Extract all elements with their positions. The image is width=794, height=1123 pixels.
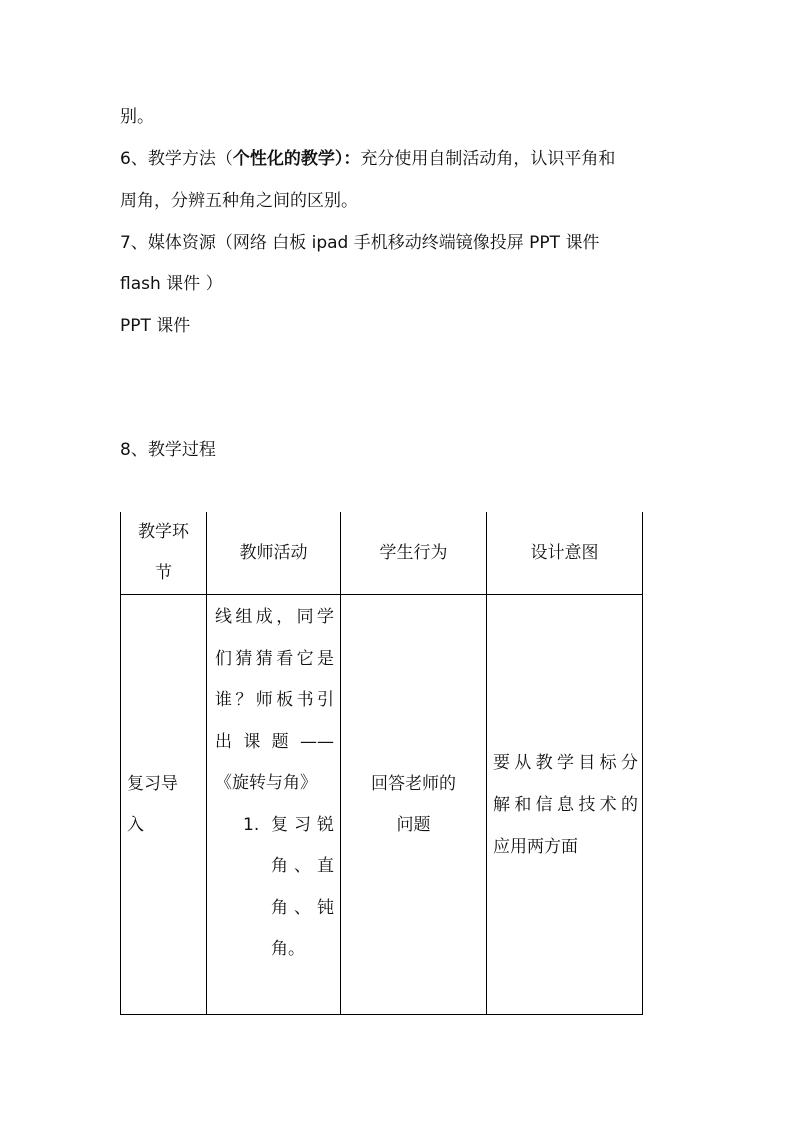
- review-list-item: [243, 805, 334, 971]
- teaching-method-text: 充分使用自制活动角，认识平角和: [360, 149, 616, 169]
- header-stage-line1: 教学环: [138, 522, 189, 542]
- header-design: 设计意图: [487, 512, 643, 595]
- stage-line2: 入: [127, 814, 144, 835]
- teaching-process-table: [120, 512, 643, 1015]
- teacher-line: 谁？师板书引: [215, 690, 334, 710]
- design-line: 要从教学目标分: [493, 752, 638, 773]
- text-line-6: PPT 课件: [120, 316, 191, 336]
- student-line1: 回答老师的: [371, 773, 456, 794]
- teacher-line: 们猜猜看它是: [215, 648, 334, 669]
- list-number: 1.: [243, 814, 260, 835]
- cell-stage: [121, 595, 207, 1015]
- text-line-media-resources: 7、媒体资源（网络 白板 ipad 手机移动终端镜像投屏 PPT 课件: [120, 233, 600, 253]
- header-student: 学生行为: [341, 512, 487, 595]
- header-teacher: 教师活动: [207, 512, 341, 595]
- section-title-teaching-process: 8、教学过程: [120, 440, 216, 460]
- list-line: 角。: [271, 939, 305, 959]
- list-line: 角 、 直: [271, 856, 334, 876]
- teacher-line: 线组成，同学: [215, 607, 334, 627]
- teaching-method-bold: 个性化的教学）：: [232, 149, 361, 169]
- header-stage-line2: 节: [155, 563, 172, 583]
- table-row: [121, 595, 643, 1015]
- student-line2: 问题: [396, 814, 431, 835]
- cell-teacher-activity: [207, 595, 341, 1015]
- teacher-line: 出 课 题 ——: [215, 731, 334, 752]
- stage-line1: 复习导: [127, 773, 178, 794]
- text-line-teaching-method: [120, 148, 615, 170]
- list-line: 角 、 钝: [271, 897, 334, 918]
- cell-design-intent: [487, 595, 643, 1015]
- list-line: 复习锐: [271, 814, 334, 835]
- cell-student-behavior: [341, 595, 487, 1015]
- design-line: 解和信息技术的: [493, 794, 638, 815]
- header-stage: [121, 512, 207, 595]
- teacher-line: 《旋转与角》: [215, 773, 317, 793]
- text-line-5: flash 课件 ）: [120, 274, 223, 294]
- text-line-3: 周角，分辨五种角之间的区别。: [120, 191, 358, 211]
- text-line-1: 别。: [120, 107, 154, 127]
- teaching-method-label: 6、教学方法（: [120, 149, 233, 169]
- table-header-row: [121, 512, 643, 595]
- design-line: 应用两方面: [493, 836, 578, 857]
